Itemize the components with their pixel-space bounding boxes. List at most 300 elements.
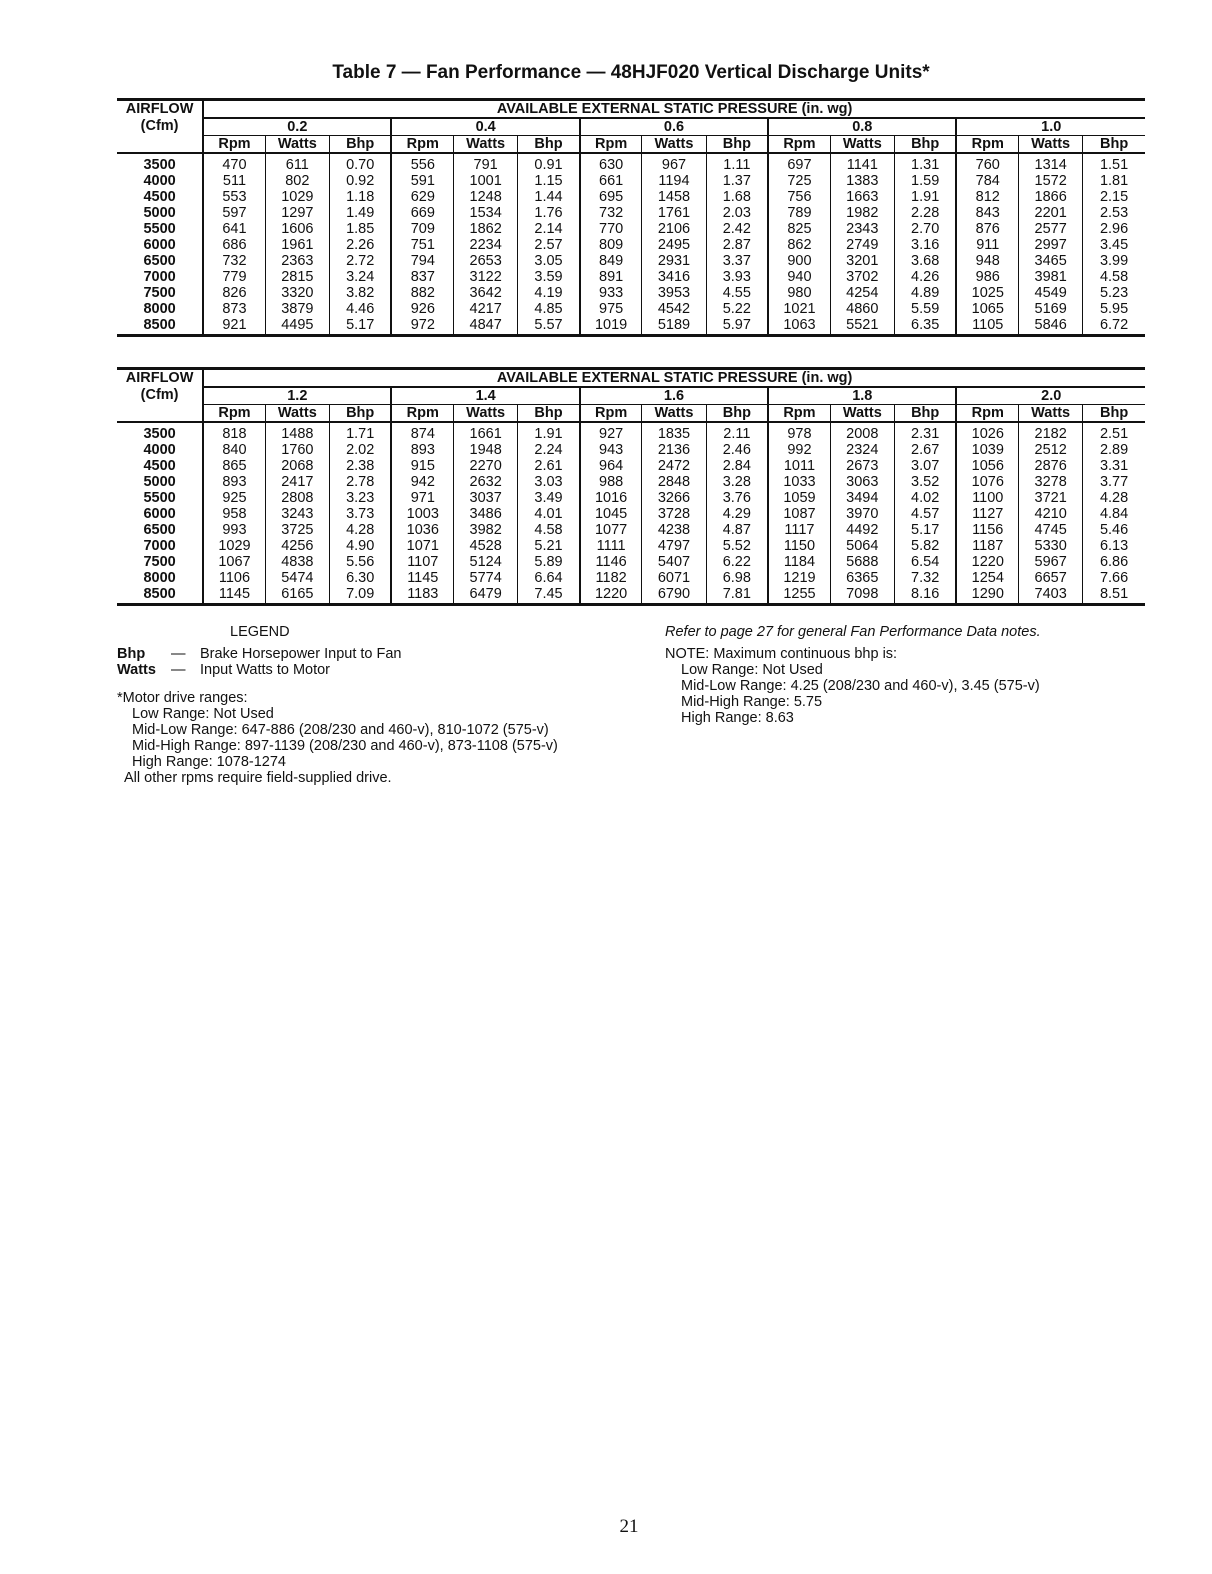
rpm-cell: 893 xyxy=(391,442,453,458)
column-header-rpm: Rpm xyxy=(203,405,265,423)
watts-cell: 2324 xyxy=(830,442,894,458)
watts-cell: 2749 xyxy=(830,237,894,253)
bhp-cell: 2.67 xyxy=(894,442,956,458)
watts-cell: 5846 xyxy=(1019,317,1083,336)
watts-cell: 2363 xyxy=(265,253,329,269)
bhp-cell: 5.22 xyxy=(706,301,768,317)
watts-cell: 2136 xyxy=(642,442,706,458)
rpm-cell: 1067 xyxy=(203,554,265,570)
watts-cell: 5967 xyxy=(1019,554,1083,570)
airflow-cell: 4500 xyxy=(117,189,203,205)
column-header-rpm: Rpm xyxy=(391,136,453,154)
bhp-cell: 4.85 xyxy=(518,301,580,317)
airflow-cell: 5000 xyxy=(117,205,203,221)
bhp-cell: 2.28 xyxy=(894,205,956,221)
rpm-cell: 900 xyxy=(768,253,830,269)
bhp-cell: 4.87 xyxy=(706,522,768,538)
rpm-cell: 1183 xyxy=(391,586,453,605)
bhp-cell: 3.93 xyxy=(706,269,768,285)
bhp-cell: 5.59 xyxy=(894,301,956,317)
bhp-cell: 4.89 xyxy=(894,285,956,301)
rpm-cell: 873 xyxy=(203,301,265,317)
rpm-cell: 812 xyxy=(956,189,1018,205)
rpm-cell: 1063 xyxy=(768,317,830,336)
rpm-cell: 669 xyxy=(391,205,453,221)
bhp-cell: 2.15 xyxy=(1099,189,1129,205)
rpm-cell: 756 xyxy=(768,189,830,205)
column-header-rpm: Rpm xyxy=(580,405,642,423)
rpm-cell: 933 xyxy=(580,285,642,301)
bhp-cell: 0.91 xyxy=(518,153,580,173)
bhp-cell: 4.28 xyxy=(1099,490,1129,506)
watts-cell: 1835 xyxy=(642,422,706,442)
watts-cell: 1458 xyxy=(642,189,706,205)
rpm-cell: 876 xyxy=(956,221,1018,237)
bhp-note xyxy=(665,646,1040,726)
watts-cell: 5189 xyxy=(642,317,706,336)
bhp-cell: 5.57 xyxy=(518,317,580,336)
bhp-cell: 4.26 xyxy=(894,269,956,285)
bhp-cell: 6.22 xyxy=(706,554,768,570)
bhp-cell: 0.92 xyxy=(329,173,391,189)
bhp-cell: 2.89 xyxy=(1099,442,1129,458)
bhp-cell: 2.26 xyxy=(329,237,391,253)
airflow-label: AIRFLOW xyxy=(125,101,194,118)
rpm-cell: 794 xyxy=(391,253,453,269)
airflow-cell: 8500 xyxy=(117,586,203,605)
airflow-cell: 3500 xyxy=(117,153,203,173)
rpm-cell: 1156 xyxy=(956,522,1018,538)
rpm-cell: 975 xyxy=(580,301,642,317)
airflow-cell: 5000 xyxy=(117,474,203,490)
airflow-cell: 7500 xyxy=(117,554,203,570)
bhp-cell: 1.91 xyxy=(894,189,956,205)
column-header-rpm: Rpm xyxy=(956,405,1018,423)
bhp-cell: 1.49 xyxy=(329,205,391,221)
rpm-cell: 1105 xyxy=(956,317,1018,336)
watts-cell: 3494 xyxy=(830,490,894,506)
watts-cell: 3728 xyxy=(642,506,706,522)
airflow-cell: 6000 xyxy=(117,506,203,522)
note-heading: NOTE: Maximum continuous bhp is: xyxy=(665,646,898,662)
watts-cell: 4217 xyxy=(454,301,518,317)
column-header-watts: Watts xyxy=(1019,136,1083,154)
watts-cell: 1948 xyxy=(454,442,518,458)
bhp-cell: 5.89 xyxy=(518,554,580,570)
pressure-header: 1.4 xyxy=(391,387,579,405)
rpm-cell: 874 xyxy=(391,422,453,442)
rpm-cell: 942 xyxy=(391,474,453,490)
column-header-bhp: Bhp xyxy=(706,405,768,423)
bhp-cell: 6.64 xyxy=(518,570,580,586)
bhp-cell: 2.42 xyxy=(706,221,768,237)
watts-cell: 802 xyxy=(265,173,329,189)
bhp-cell: 1.76 xyxy=(518,205,580,221)
watts-cell: 3702 xyxy=(830,269,894,285)
bhp-cell: 0.70 xyxy=(329,153,391,173)
watts-cell: 3320 xyxy=(265,285,329,301)
bhp-cell: 2.11 xyxy=(706,422,768,442)
watts-cell: 2931 xyxy=(642,253,706,269)
legend-title: LEGEND xyxy=(230,624,290,640)
column-header-watts: Watts xyxy=(830,136,894,154)
legend-desc: Input Watts to Motor xyxy=(200,662,331,678)
rpm-cell: 882 xyxy=(391,285,453,301)
airflow-cell: 7000 xyxy=(117,269,203,285)
bhp-cell: 7.45 xyxy=(518,586,580,605)
bhp-cell: 3.73 xyxy=(329,506,391,522)
bhp-cell: 7.32 xyxy=(894,570,956,586)
legend-abbr: Bhp xyxy=(117,646,146,662)
watts-cell: 5124 xyxy=(454,554,518,570)
rpm-cell: 732 xyxy=(580,205,642,221)
rpm-cell: 943 xyxy=(580,442,642,458)
bhp-cell: 3.31 xyxy=(1099,458,1129,474)
bhp-cell: 5.21 xyxy=(518,538,580,554)
rpm-cell: 893 xyxy=(203,474,265,490)
rpm-cell: 1150 xyxy=(768,538,830,554)
table-row xyxy=(117,586,1145,605)
table-row xyxy=(117,237,1145,253)
table-row xyxy=(117,269,1145,285)
rpm-cell: 686 xyxy=(203,237,265,253)
bhp-cell: 2.57 xyxy=(518,237,580,253)
bhp-cell: 4.01 xyxy=(518,506,580,522)
watts-cell: 4210 xyxy=(1019,506,1083,522)
bhp-cell: 3.68 xyxy=(894,253,956,269)
legend-item xyxy=(117,646,402,662)
rpm-cell: 927 xyxy=(580,422,642,442)
bhp-cell: 4.29 xyxy=(706,506,768,522)
rpm-cell: 988 xyxy=(580,474,642,490)
table-row xyxy=(117,285,1145,301)
bhp-cell: 2.84 xyxy=(706,458,768,474)
watts-cell: 7403 xyxy=(1019,586,1083,605)
motor-drive-ranges xyxy=(117,690,558,786)
rpm-cell: 980 xyxy=(768,285,830,301)
watts-cell: 1383 xyxy=(830,173,894,189)
column-header-watts: Watts xyxy=(830,405,894,423)
bhp-cell: 3.03 xyxy=(518,474,580,490)
column-header-watts: Watts xyxy=(265,405,329,423)
rpm-cell: 661 xyxy=(580,173,642,189)
rpm-cell: 1071 xyxy=(391,538,453,554)
watts-cell: 3037 xyxy=(454,490,518,506)
watts-cell: 4860 xyxy=(830,301,894,317)
airflow-spacer xyxy=(117,136,203,154)
bhp-cell: 3.45 xyxy=(1099,237,1129,253)
rpm-cell: 630 xyxy=(580,153,642,173)
table-row xyxy=(117,554,1145,570)
airflow-label: AIRFLOW xyxy=(125,370,194,387)
airflow-cell: 3500 xyxy=(117,422,203,442)
watts-cell: 6479 xyxy=(454,586,518,605)
rpm-cell: 1107 xyxy=(391,554,453,570)
bhp-cell: 5.17 xyxy=(329,317,391,336)
bhp-cell: 2.38 xyxy=(329,458,391,474)
watts-cell: 5774 xyxy=(454,570,518,586)
airflow-header xyxy=(117,100,203,136)
table-row xyxy=(117,153,1145,173)
rpm-cell: 1036 xyxy=(391,522,453,538)
watts-cell: 3063 xyxy=(830,474,894,490)
rpm-cell: 972 xyxy=(391,317,453,336)
watts-cell: 5407 xyxy=(642,554,706,570)
bhp-cell: 7.66 xyxy=(1099,570,1129,586)
rpm-cell: 591 xyxy=(391,173,453,189)
rpm-cell: 964 xyxy=(580,458,642,474)
rpm-cell: 865 xyxy=(203,458,265,474)
rpm-cell: 732 xyxy=(203,253,265,269)
rpm-cell: 1106 xyxy=(203,570,265,586)
watts-cell: 1141 xyxy=(830,153,894,173)
bhp-cell: 4.90 xyxy=(329,538,391,554)
column-header-bhp: Bhp xyxy=(1083,136,1145,154)
rpm-cell: 553 xyxy=(203,189,265,205)
rpm-cell: 1056 xyxy=(956,458,1018,474)
fan-performance-table-1 xyxy=(117,98,1145,337)
fan-performance-table-2 xyxy=(117,367,1145,606)
bhp-cell: 2.78 xyxy=(329,474,391,490)
watts-cell: 2417 xyxy=(265,474,329,490)
watts-cell: 2106 xyxy=(642,221,706,237)
rpm-cell: 1045 xyxy=(580,506,642,522)
watts-cell: 967 xyxy=(642,153,706,173)
watts-cell: 2270 xyxy=(454,458,518,474)
bhp-cell: 6.13 xyxy=(1099,538,1129,554)
airflow-cell: 4000 xyxy=(117,173,203,189)
watts-cell: 3243 xyxy=(265,506,329,522)
rpm-cell: 1146 xyxy=(580,554,642,570)
watts-cell: 3982 xyxy=(454,522,518,538)
rpm-cell: 940 xyxy=(768,269,830,285)
bhp-cell: 1.59 xyxy=(894,173,956,189)
watts-cell: 6790 xyxy=(642,586,706,605)
table-row xyxy=(117,522,1145,538)
bhp-cell: 3.24 xyxy=(329,269,391,285)
rpm-cell: 1011 xyxy=(768,458,830,474)
rpm-cell: 849 xyxy=(580,253,642,269)
column-header-bhp: Bhp xyxy=(1083,405,1145,423)
watts-cell: 2343 xyxy=(830,221,894,237)
airflow-spacer xyxy=(117,405,203,423)
motor-drive-line: Mid-Low Range: 647-886 (208/230 and 460-v), 810-1072 (575-v) xyxy=(132,722,549,738)
rpm-cell: 470 xyxy=(203,153,265,173)
watts-cell: 4256 xyxy=(265,538,329,554)
watts-cell: 4254 xyxy=(830,285,894,301)
airflow-unit: (Cfm) xyxy=(140,118,179,135)
bhp-cell: 5.95 xyxy=(1099,301,1129,317)
bhp-cell: 1.71 xyxy=(329,422,391,442)
rpm-cell: 770 xyxy=(580,221,642,237)
airflow-unit: (Cfm) xyxy=(140,387,179,404)
airflow-cell: 8000 xyxy=(117,570,203,586)
watts-cell: 3122 xyxy=(454,269,518,285)
column-header-rpm: Rpm xyxy=(956,136,1018,154)
legend-item xyxy=(117,662,330,678)
column-header-bhp: Bhp xyxy=(518,136,580,154)
note-line: Low Range: Not Used xyxy=(681,662,823,678)
bhp-cell: 2.46 xyxy=(706,442,768,458)
bhp-cell: 5.97 xyxy=(706,317,768,336)
airflow-cell: 7000 xyxy=(117,538,203,554)
table-row xyxy=(117,173,1145,189)
rpm-cell: 1039 xyxy=(956,442,1018,458)
watts-cell: 4542 xyxy=(642,301,706,317)
watts-cell: 3465 xyxy=(1019,253,1083,269)
bhp-cell: 1.81 xyxy=(1099,173,1129,189)
rpm-cell: 1117 xyxy=(768,522,830,538)
column-header-watts: Watts xyxy=(642,405,706,423)
watts-cell: 5521 xyxy=(830,317,894,336)
bhp-cell: 1.51 xyxy=(1099,157,1129,173)
bhp-cell: 2.87 xyxy=(706,237,768,253)
watts-cell: 3981 xyxy=(1019,269,1083,285)
rpm-cell: 862 xyxy=(768,237,830,253)
rpm-cell: 925 xyxy=(203,490,265,506)
watts-cell: 2512 xyxy=(1019,442,1083,458)
bhp-cell: 4.19 xyxy=(518,285,580,301)
column-header-bhp: Bhp xyxy=(894,136,956,154)
rpm-cell: 1187 xyxy=(956,538,1018,554)
rpm-cell: 1033 xyxy=(768,474,830,490)
motor-drive-footer: All other rpms require field-supplied drive. xyxy=(124,770,392,786)
bhp-cell: 1.85 xyxy=(329,221,391,237)
bhp-cell: 4.28 xyxy=(329,522,391,538)
watts-cell: 1534 xyxy=(454,205,518,221)
rpm-cell: 840 xyxy=(203,442,265,458)
airflow-cell: 6000 xyxy=(117,237,203,253)
column-header-rpm: Rpm xyxy=(391,405,453,423)
table-title: Table 7 — Fan Performance — 48HJF020 Vertical Discharge Units* xyxy=(332,62,930,83)
rpm-cell: 789 xyxy=(768,205,830,221)
table-row xyxy=(117,253,1145,269)
watts-cell: 3970 xyxy=(830,506,894,522)
rpm-cell: 1021 xyxy=(768,301,830,317)
airflow-cell: 4000 xyxy=(117,442,203,458)
rpm-cell: 1003 xyxy=(391,506,453,522)
table-row xyxy=(117,422,1145,442)
watts-cell: 1314 xyxy=(1019,153,1083,173)
note-line: Mid-Low Range: 4.25 (208/230 and 460-v), 3.45 (575-v) xyxy=(681,678,1040,694)
rpm-cell: 926 xyxy=(391,301,453,317)
note-line: High Range: 8.63 xyxy=(681,710,794,726)
legend-abbr: Watts xyxy=(117,662,156,678)
column-header-bhp: Bhp xyxy=(894,405,956,423)
watts-cell: 1194 xyxy=(642,173,706,189)
motor-drive-line: Low Range: Not Used xyxy=(132,706,274,722)
table-row xyxy=(117,317,1145,336)
bhp-cell: 2.02 xyxy=(329,442,391,458)
bhp-cell: 2.31 xyxy=(894,422,956,442)
rpm-cell: 993 xyxy=(203,522,265,538)
table-row xyxy=(117,442,1145,458)
watts-cell: 3278 xyxy=(1019,474,1083,490)
bhp-cell: 3.77 xyxy=(1099,474,1129,490)
bhp-cell: 7.09 xyxy=(329,586,391,605)
table-row xyxy=(117,506,1145,522)
column-header-bhp: Bhp xyxy=(706,136,768,154)
watts-cell: 2632 xyxy=(454,474,518,490)
airflow-cell: 8500 xyxy=(117,317,203,336)
rpm-cell: 958 xyxy=(203,506,265,522)
rpm-cell: 1219 xyxy=(768,570,830,586)
bhp-cell: 6.30 xyxy=(329,570,391,586)
bhp-cell: 7.81 xyxy=(706,586,768,605)
aesp-header: AVAILABLE EXTERNAL STATIC PRESSURE (in. wg) xyxy=(496,370,853,386)
table-row xyxy=(117,458,1145,474)
watts-cell: 5169 xyxy=(1019,301,1083,317)
pressure-header: 0.8 xyxy=(768,118,956,136)
watts-cell: 2008 xyxy=(830,422,894,442)
pressure-header: 0.2 xyxy=(203,118,391,136)
rpm-cell: 1290 xyxy=(956,586,1018,605)
bhp-cell: 5.56 xyxy=(329,554,391,570)
rpm-cell: 1065 xyxy=(956,301,1018,317)
bhp-cell: 3.07 xyxy=(894,458,956,474)
airflow-header xyxy=(117,369,203,405)
rpm-cell: 1087 xyxy=(768,506,830,522)
pressure-header: 1.6 xyxy=(580,387,768,405)
watts-cell: 2472 xyxy=(642,458,706,474)
bhp-cell: 2.70 xyxy=(894,221,956,237)
rpm-cell: 597 xyxy=(203,205,265,221)
column-header-rpm: Rpm xyxy=(768,136,830,154)
watts-cell: 3879 xyxy=(265,301,329,317)
legend-dash: — xyxy=(171,662,186,678)
bhp-cell: 2.72 xyxy=(329,253,391,269)
airflow-cell: 7500 xyxy=(117,285,203,301)
bhp-cell: 2.03 xyxy=(706,205,768,221)
watts-cell: 4549 xyxy=(1019,285,1083,301)
motor-drive-line: High Range: 1078-1274 xyxy=(132,754,286,770)
bhp-cell: 5.23 xyxy=(1099,285,1129,301)
rpm-cell: 837 xyxy=(391,269,453,285)
bhp-cell: 5.17 xyxy=(894,522,956,538)
watts-cell: 2808 xyxy=(265,490,329,506)
watts-cell: 3266 xyxy=(642,490,706,506)
bhp-cell: 2.96 xyxy=(1099,221,1129,237)
table-row xyxy=(117,301,1145,317)
watts-cell: 4528 xyxy=(454,538,518,554)
bhp-cell: 1.37 xyxy=(706,173,768,189)
watts-cell: 5064 xyxy=(830,538,894,554)
bhp-cell: 3.82 xyxy=(329,285,391,301)
watts-cell: 791 xyxy=(454,153,518,173)
watts-cell: 6657 xyxy=(1019,570,1083,586)
pressure-header: 0.6 xyxy=(580,118,768,136)
table-row xyxy=(117,474,1145,490)
rpm-cell: 1016 xyxy=(580,490,642,506)
watts-cell: 3416 xyxy=(642,269,706,285)
watts-cell: 4495 xyxy=(265,317,329,336)
refer-note: Refer to page 27 for general Fan Performance Data notes. xyxy=(665,624,1041,640)
column-header-bhp: Bhp xyxy=(329,136,391,154)
bhp-cell: 2.53 xyxy=(1099,205,1129,221)
motor-drive-heading: *Motor drive ranges: xyxy=(117,690,248,706)
rpm-cell: 760 xyxy=(956,153,1018,173)
rpm-cell: 1254 xyxy=(956,570,1018,586)
bhp-cell: 2.14 xyxy=(518,221,580,237)
column-header-rpm: Rpm xyxy=(203,136,265,154)
watts-cell: 4238 xyxy=(642,522,706,538)
page-number: 21 xyxy=(619,1516,639,1537)
watts-cell: 3721 xyxy=(1019,490,1083,506)
watts-cell: 1248 xyxy=(454,189,518,205)
bhp-cell: 4.57 xyxy=(894,506,956,522)
rpm-cell: 971 xyxy=(391,490,453,506)
table-row xyxy=(117,221,1145,237)
